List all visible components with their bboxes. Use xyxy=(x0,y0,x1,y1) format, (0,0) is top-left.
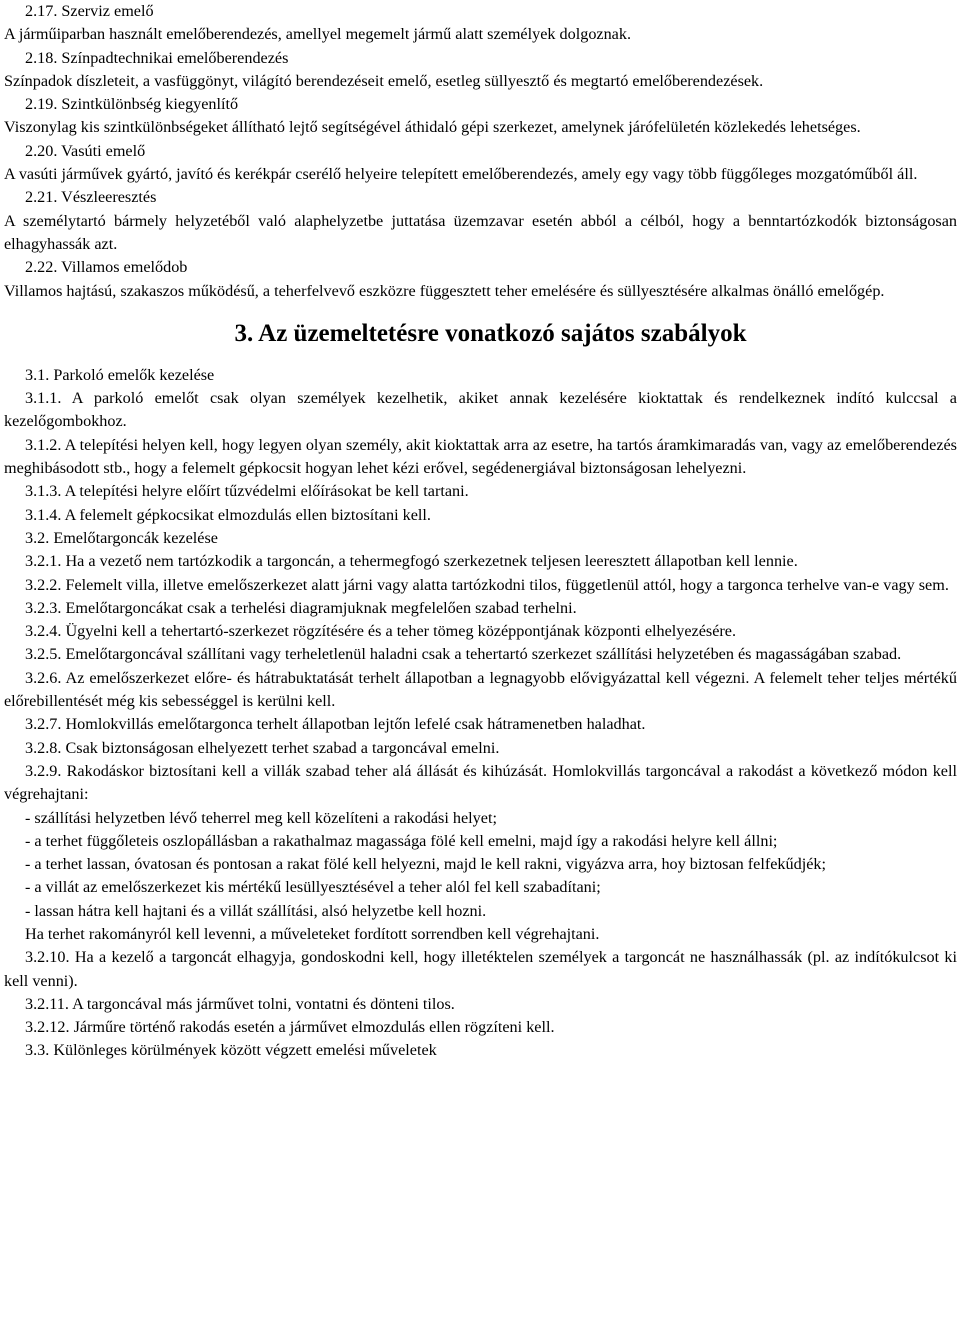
section-2-18-text: Színpadok díszleteit, a vasfüggönyt, világító berendezéseit emelő, esetleg süllyesztő és megtartó emelőberendezések. xyxy=(4,71,764,90)
paragraph-3-3: 3.3. Különleges körülmények között végzett emelési műveletek xyxy=(25,1041,437,1060)
paragraph-3-2-11: 3.2.11. A targoncával más járművet tolni, vontatni és dönteni tilos. xyxy=(25,994,455,1013)
paragraph-3-2-12: 3.2.12. Járműre történő rakodás esetén a járművet elmozdulás ellen rögzíteni kell. xyxy=(25,1018,555,1037)
paragraph-3-2-2: 3.2.2. Felemelt villa, illetve emelőszerkezet alatt járni vagy alatta tartózkodni tilos, függetlenül attól, hogy a targonca terhelve van-e vagy sem. xyxy=(25,575,949,594)
paragraph-3-2-3: 3.2.3. Emelőtargoncákat csak a terhelési diagramjuknak megfelelően szabad terhelni. xyxy=(25,598,577,617)
paragraph-3-2-8: 3.2.8. Csak biztonságosan elhelyezett terhet szabad a targoncával emelni. xyxy=(25,738,500,757)
section-2-17-heading: 2.17. Szerviz emelő xyxy=(25,2,154,20)
section-2-22-text: Villamos hajtású, szakaszos működésű, a teherfelvevő eszközre függesztett teher emelésére és süllyesztésére alkalmas önálló emelőgép. xyxy=(4,281,885,300)
paragraph-3-1-1: 3.1.1. A parkoló emelőt csak olyan személyek kezelhetik, akiket annak kezelésére kioktattak és rendelkeznek indító kulccsal a kezelőgombokhoz. xyxy=(4,389,957,431)
section-2-17-text: A járműiparban használt emelőberendezés, amellyel megemelt jármű alatt személyek dolgoznak. xyxy=(4,25,632,44)
paragraph-3-2: 3.2. Emelőtargoncák kezelése xyxy=(25,528,218,547)
section-2-22-heading: 2.22. Villamos emelődob xyxy=(25,258,188,277)
list-item: - a villát az emelőszerkezet kis mértékű lesüllyesztésével a teher alól fel kell szabadítani; xyxy=(25,878,601,897)
paragraph-reverse-order: Ha terhet rakományról kell levenni, a műveleteket fordított sorrendben kell végrehajtani. xyxy=(25,924,600,943)
paragraph-3-2-5: 3.2.5. Emelőtargoncával szállítani vagy terheletlenül haladni csak a tehertartó szerkezet szállítási helyzetében és magasságában szabad. xyxy=(25,645,902,664)
paragraph-3-1-3: 3.1.3. A telepítési helyre előírt tűzvédelmi előírásokat be kell tartani. xyxy=(25,482,469,501)
list-item: - a terhet lassan, óvatosan és pontosan a rakat fölé kell helyezni, majd le kell rakni, vigyázva arra, hoy biztosan felfekűdjék; xyxy=(25,855,826,874)
list-item: - lassan hátra kell hajtani és a villát szállítási, alsó helyzetbe kell hozni. xyxy=(25,901,487,920)
section-2-19-heading: 2.19. Szintkülönbség kiegyenlítő xyxy=(25,95,239,114)
paragraph-3-2-6: 3.2.6. Az emelőszerkezet előre- és hátrabuktatását terhelt állapotban a legnagyobb elővigyázattal kell végezni. A felemelt teher teljes mértékű előrebillentését még kis sebességgel is kerülni kell. xyxy=(4,668,957,711)
list-item: - a terhet függőleteis oszlopállásban a rakathalmaz magassága fölé kell emelni, majd így a rakodási helyre kell állni; xyxy=(25,831,778,850)
paragraph-3-2-9: 3.2.9. Rakodáskor biztosítani kell a villák szabad teher alá állását és kihúzását. Homlokvillás targoncával a rakodást a következő módon kell végrehajtani: xyxy=(4,761,957,804)
paragraph-3-2-4: 3.2.4. Ügyelni kell a tehertartó-szerkezet rögzítésére és a teher tömeg középpontjának központi elhelyezésére. xyxy=(25,622,737,641)
section-2-19-text: Viszonylag kis szintkülönbségeket állítható lejtő segítségével áthidaló gépi szerkezet, amelynek járófelületén közlekedés lehetséges. xyxy=(4,118,861,137)
paragraph-3-1-2: 3.1.2. A telepítési helyen kell, hogy legyen olyan személy, akit kioktattak arra az esetre, ha tartós áramkimaradás van, vagy az emelőberendezés meghibásodott stb., hogy a felemelt gépkocsit hogyan lehet kézi erővel, segédenergiával biztonságosan lehelyezni. xyxy=(4,435,957,478)
section-2-20-text: A vasúti járművek gyártó, javító és kerékpár cserélő helyeire telepített emelőberendezés, amely egy vagy több függőleges mozgatóműből áll. xyxy=(4,165,918,184)
section-2-18-heading: 2.18. Színpadtechnikai emelőberendezés xyxy=(25,48,289,67)
section-2-20-heading: 2.20. Vasúti emelő xyxy=(25,141,146,160)
paragraph-3-1: 3.1. Parkoló emelők kezelése xyxy=(25,365,215,384)
paragraph-3-2-7: 3.2.7. Homlokvillás emelőtargonca terhelt állapotban lejtőn lefelé csak hátramenetben haladhat. xyxy=(25,715,646,734)
section-2-21-text: A személytartó bármely helyzetéből való alaphelyzetbe juttatása üzemzavar esetén abból a célból, hogy a benntartózkodók biztonságosan elhagyhassák azt. xyxy=(4,211,957,253)
section-2-21-heading: 2.21. Vészleeresztés xyxy=(25,188,157,207)
paragraph-3-1-4: 3.1.4. A felemelt gépkocsikat elmozdulás ellen biztosítani kell. xyxy=(25,505,431,524)
paragraph-3-2-10: 3.2.10. Ha a kezelő a targoncát elhagyja, gondoskodni kell, hogy illetéktelen személyek a targoncát ne használhassák (pl. az indítókulcsot ki kell venni). xyxy=(4,948,957,990)
section-3-title: 3. Az üzemeltetésre vonatkozó sajátos szabályok xyxy=(234,319,747,347)
paragraph-3-2-1: 3.2.1. Ha a vezető nem tartózkodik a targoncán, a tehermegfogó szerkezetnek teljesen leeresztett állapotban kell lennie. xyxy=(25,552,798,571)
list-item: - szállítási helyzetben lévő teherrel meg kell közelíteni a rakodási helyet; xyxy=(25,808,497,827)
